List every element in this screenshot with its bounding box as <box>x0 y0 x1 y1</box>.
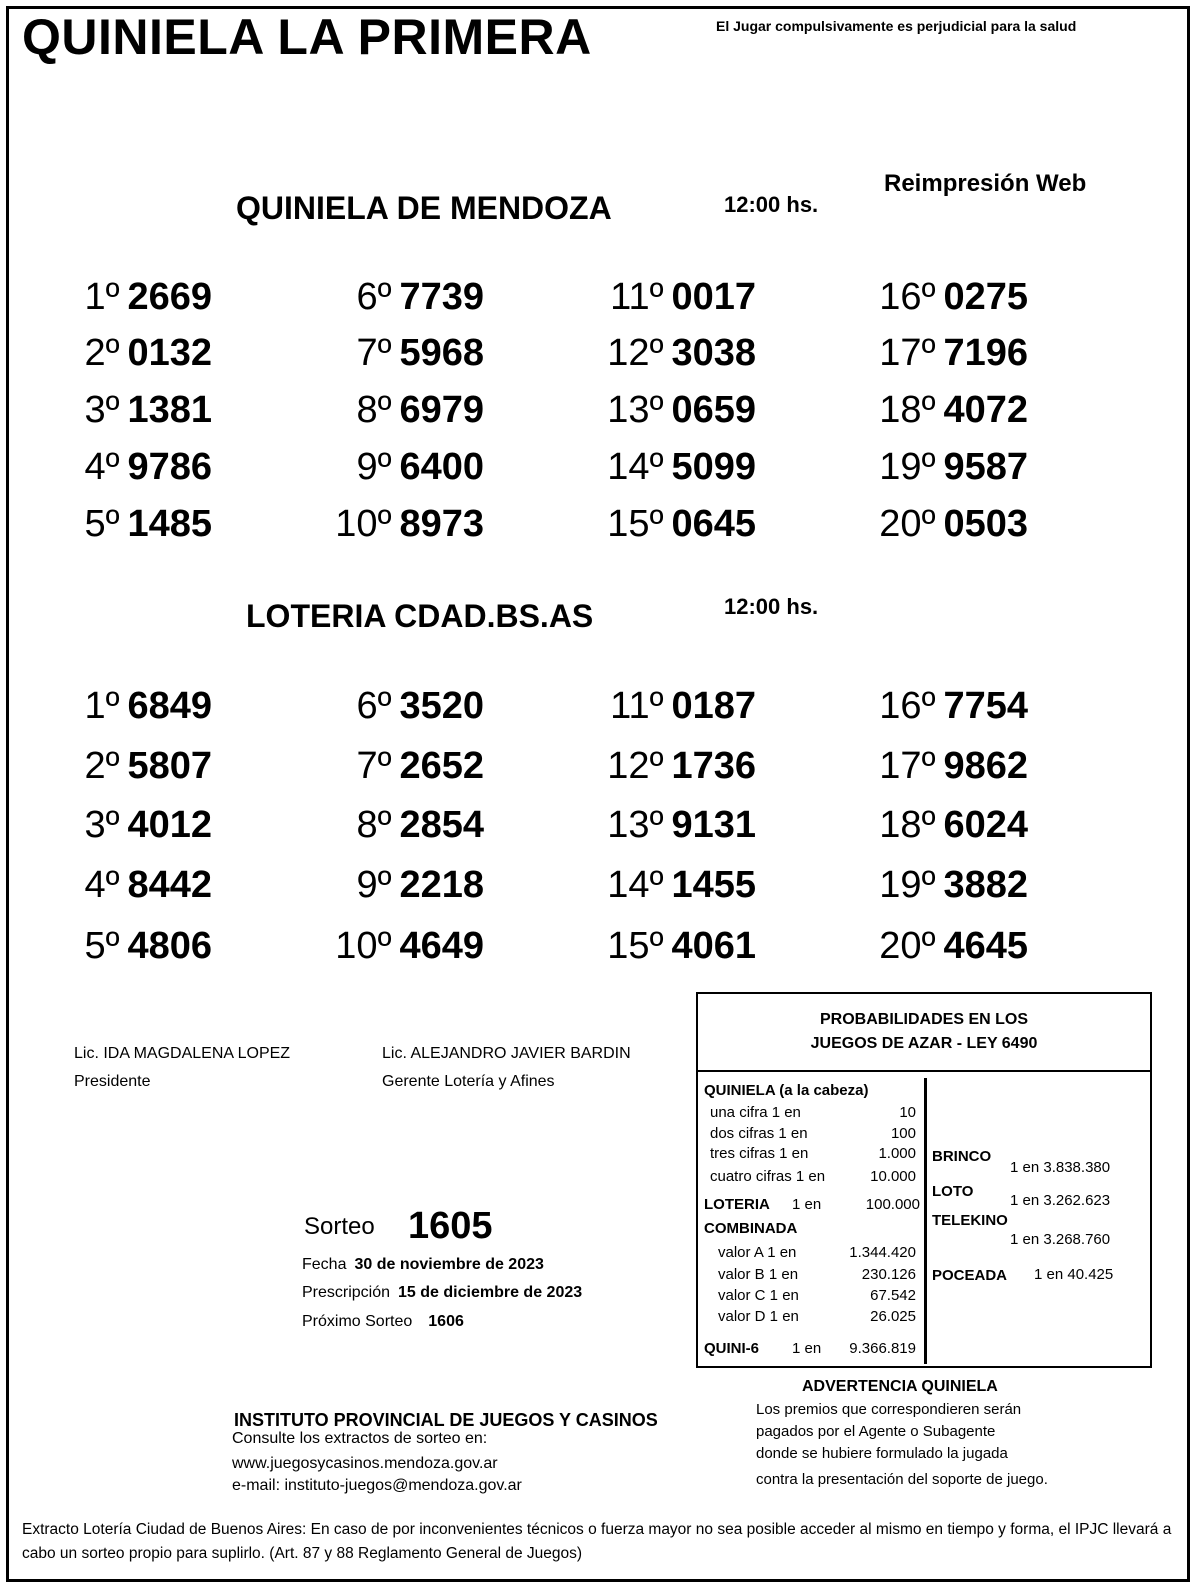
result-number: 7196 <box>943 332 1028 374</box>
result-entry <box>879 683 1028 729</box>
result-position: 8º <box>356 389 392 431</box>
result-position: 3º <box>84 804 120 846</box>
result-number: 3520 <box>399 685 484 727</box>
result-number: 0645 <box>671 503 756 545</box>
section-title-mendoza: QUINIELA DE MENDOZA <box>236 190 612 226</box>
result-entry <box>879 862 1028 908</box>
result-entry <box>356 330 484 376</box>
result-number: 4012 <box>127 804 212 846</box>
result-position: 4º <box>84 446 120 488</box>
prob-quiniela-title: QUINIELA (a la cabeza) <box>704 1082 869 1099</box>
result-number: 7739 <box>399 276 484 318</box>
result-position: 11º <box>610 276 664 318</box>
result-entry <box>84 743 212 789</box>
prob-row-value: 10.000 <box>870 1168 916 1185</box>
result-number: 0132 <box>127 332 212 374</box>
result-position: 9º <box>356 446 392 488</box>
signature-president <box>74 1040 290 1096</box>
result-entry <box>84 923 212 969</box>
prob-row-value: 26.025 <box>870 1308 916 1325</box>
result-entry <box>879 501 1028 547</box>
prob-loteria-en: 1 en <box>792 1196 822 1213</box>
prob-row-label: valor D 1 en <box>718 1308 799 1325</box>
probabilities-divider <box>924 1078 927 1364</box>
result-position: 10º <box>335 925 392 967</box>
result-entry <box>84 802 212 848</box>
institute-email[interactable]: e-mail: instituto-juegos@mendoza.gov.ar <box>232 1477 522 1494</box>
draw-prescription: Prescripción 15 de diciembre de 2023 <box>302 1284 583 1301</box>
result-number: 6400 <box>399 446 484 488</box>
result-position: 5º <box>84 925 120 967</box>
health-warning: El Jugar compulsivamente es perjudicial para la salud <box>716 18 1077 34</box>
next-draw: Próximo Sorteo 1606 <box>302 1313 464 1330</box>
result-position: 15º <box>607 503 664 545</box>
result-number: 0187 <box>671 685 756 727</box>
result-entry <box>607 802 756 848</box>
result-number: 2652 <box>399 745 484 787</box>
result-position: 5º <box>84 503 120 545</box>
result-position: 1º <box>84 685 120 727</box>
result-entry <box>84 274 212 320</box>
result-entry <box>610 274 756 320</box>
result-entry <box>356 743 484 789</box>
prob-loteria-value: 100.000 <box>865 1196 920 1213</box>
result-number: 1381 <box>127 389 212 431</box>
result-entry <box>84 444 212 490</box>
result-entry <box>607 330 756 376</box>
result-entry <box>607 862 756 908</box>
result-number: 2854 <box>399 804 484 846</box>
result-number: 6024 <box>943 804 1028 846</box>
result-position: 4º <box>84 864 120 906</box>
prob-quini6-value: 9.366.819 <box>849 1340 916 1357</box>
result-position: 2º <box>84 332 120 374</box>
result-position: 6º <box>356 276 392 318</box>
draw-label: Sorteo <box>304 1213 375 1240</box>
prob-row-label: valor A 1 en <box>718 1244 797 1261</box>
advertencia-line: pagados por el Agente o Subagente <box>756 1423 996 1440</box>
prob-row-value: 67.542 <box>870 1287 916 1304</box>
advertencia-title: ADVERTENCIA QUINIELA <box>802 1378 998 1395</box>
prob-telekino-label: TELEKINO <box>932 1212 1008 1229</box>
draw-date: Fecha 30 de noviembre de 2023 <box>302 1256 544 1273</box>
result-position: 15º <box>607 925 664 967</box>
prob-row-value: 1.344.420 <box>849 1244 916 1261</box>
result-entry <box>607 387 756 433</box>
signature-name: Lic. ALEJANDRO JAVIER BARDIN <box>382 1045 631 1062</box>
result-number: 4061 <box>671 925 756 967</box>
result-number: 9862 <box>943 745 1028 787</box>
result-entry <box>879 802 1028 848</box>
advertencia-line: contra la presentación del soporte de juego. <box>756 1471 1048 1488</box>
result-entry <box>879 743 1028 789</box>
prob-row-value: 1.000 <box>878 1145 916 1162</box>
prob-row-value: 10 <box>899 1104 916 1121</box>
result-position: 17º <box>879 332 936 374</box>
result-position: 20º <box>879 503 936 545</box>
result-position: 18º <box>879 389 936 431</box>
result-position: 11º <box>610 685 664 727</box>
signature-role: Gerente Lotería y Afines <box>382 1073 555 1090</box>
probabilities-title: PROBABILIDADES EN LOS JUEGOS DE AZAR - LEY 6490 <box>810 1011 1038 1052</box>
result-number: 1736 <box>671 745 756 787</box>
prob-row-value: 230.126 <box>861 1266 916 1283</box>
footer-note: Extracto Lotería Ciudad de Buenos Aires: En caso de por inconvenientes técnicos o fuerza mayor no sea posible acceder al mismo en tiempo y forma, el IPJC llevará a cabo un sorteo propio para suplirlo. (Art. 87 y 88 Reglamento General de Juegos) <box>22 1521 1172 1562</box>
result-number: 8973 <box>399 503 484 545</box>
result-entry <box>356 444 484 490</box>
advertencia-line: donde se hubiere formulado la jugada <box>756 1445 1008 1462</box>
result-number: 9786 <box>127 446 212 488</box>
result-position: 20º <box>879 925 936 967</box>
prob-brinco-label: BRINCO <box>932 1148 992 1165</box>
signature-manager <box>382 1040 631 1096</box>
page-title: QUINIELA LA PRIMERA <box>22 9 592 65</box>
advertencia-line: Los premios que correspondieren serán <box>756 1401 1022 1418</box>
result-position: 7º <box>356 332 392 374</box>
result-position: 2º <box>84 745 120 787</box>
result-position: 3º <box>84 389 120 431</box>
result-position: 16º <box>879 276 936 318</box>
result-position: 6º <box>356 685 392 727</box>
prob-quini6-label: QUINI-6 <box>704 1340 760 1357</box>
result-number: 0275 <box>943 276 1028 318</box>
prob-row-label: tres cifras 1 en <box>710 1145 809 1162</box>
result-position: 16º <box>879 685 936 727</box>
result-entry <box>84 330 212 376</box>
prob-telekino-value: 1 en 3.268.760 <box>1010 1231 1111 1248</box>
result-number: 4072 <box>943 389 1028 431</box>
result-entry <box>356 862 484 908</box>
result-position: 7º <box>356 745 392 787</box>
result-entry <box>84 683 212 729</box>
result-entry <box>607 501 756 547</box>
result-position: 14º <box>607 446 664 488</box>
draw-number: 1605 <box>408 1205 493 1247</box>
result-entry <box>879 923 1028 969</box>
result-position: 12º <box>607 745 664 787</box>
result-entry <box>610 683 756 729</box>
result-number: 1455 <box>671 864 756 906</box>
prob-row-label: valor C 1 en <box>718 1287 799 1304</box>
prob-row-label: dos cifras 1 en <box>710 1125 808 1142</box>
prob-row-label: una cifra 1 en <box>710 1104 801 1121</box>
result-position: 18º <box>879 804 936 846</box>
prob-loto-value: 1 en 3.262.623 <box>1010 1192 1111 1209</box>
result-entry <box>84 862 212 908</box>
prob-brinco-value: 1 en 3.838.380 <box>1010 1159 1111 1176</box>
result-position: 19º <box>879 864 936 906</box>
result-number: 2218 <box>399 864 484 906</box>
result-number: 2669 <box>127 276 212 318</box>
result-number: 8442 <box>127 864 212 906</box>
result-position: 13º <box>607 389 664 431</box>
result-position: 8º <box>356 804 392 846</box>
result-number: 6849 <box>127 685 212 727</box>
result-position: 17º <box>879 745 936 787</box>
result-entry <box>84 501 212 547</box>
result-entry <box>607 743 756 789</box>
result-position: 1º <box>84 276 120 318</box>
result-entry <box>84 387 212 433</box>
result-number: 3882 <box>943 864 1028 906</box>
result-position: 13º <box>607 804 664 846</box>
result-number: 9131 <box>671 804 756 846</box>
result-number: 0503 <box>943 503 1028 545</box>
section-time-loteria-bsas: 12:00 hs. <box>724 594 819 619</box>
result-number: 4649 <box>399 925 484 967</box>
result-number: 5807 <box>127 745 212 787</box>
prob-row-value: 100 <box>890 1125 916 1142</box>
result-number: 1485 <box>127 503 212 545</box>
prob-poceada-value: 1 en 40.425 <box>1034 1266 1114 1283</box>
prob-row-label: valor B 1 en <box>718 1266 799 1283</box>
result-entry <box>356 802 484 848</box>
institute-title: INSTITUTO PROVINCIAL DE JUEGOS Y CASINOS <box>234 1410 658 1430</box>
result-position: 19º <box>879 446 936 488</box>
prob-quini6-en: 1 en <box>792 1340 822 1357</box>
section-title-loteria-bsas: LOTERIA CDAD.BS.AS <box>246 598 594 634</box>
result-entry <box>607 444 756 490</box>
result-number: 0659 <box>671 389 756 431</box>
institute-website[interactable]: www.juegosycasinos.mendoza.gov.ar <box>232 1455 498 1472</box>
result-entry <box>879 274 1028 320</box>
result-number: 9587 <box>943 446 1028 488</box>
result-number: 6979 <box>399 389 484 431</box>
result-number: 3038 <box>671 332 756 374</box>
prob-combinada-title: COMBINADA <box>704 1220 798 1237</box>
result-entry <box>335 923 484 969</box>
prob-row-label: cuatro cifras 1 en <box>710 1168 826 1185</box>
result-entry <box>335 501 484 547</box>
result-number: 5099 <box>671 446 756 488</box>
result-number: 7754 <box>943 685 1028 727</box>
result-entry <box>879 444 1028 490</box>
result-position: 12º <box>607 332 664 374</box>
result-position: 14º <box>607 864 664 906</box>
result-entry <box>879 330 1028 376</box>
signature-role: Presidente <box>74 1073 151 1090</box>
prob-poceada-label: POCEADA <box>932 1267 1008 1284</box>
result-entry <box>356 274 484 320</box>
result-entry <box>879 387 1028 433</box>
result-number: 0017 <box>671 276 756 318</box>
result-entry <box>356 683 484 729</box>
result-position: 9º <box>356 864 392 906</box>
result-entry <box>607 923 756 969</box>
result-entry <box>356 387 484 433</box>
reprint-label: Reimpresión Web <box>884 170 1087 197</box>
result-number: 4645 <box>943 925 1028 967</box>
section-time-mendoza: 12:00 hs. <box>724 192 819 217</box>
result-position: 10º <box>335 503 392 545</box>
institute-consult: Consulte los extractos de sorteo en: <box>232 1430 488 1447</box>
result-number: 4806 <box>127 925 212 967</box>
result-number: 5968 <box>399 332 484 374</box>
signature-name: Lic. IDA MAGDALENA LOPEZ <box>74 1045 291 1062</box>
prob-loto-label: LOTO <box>932 1183 974 1200</box>
prob-loteria-label: LOTERIA <box>704 1196 770 1213</box>
